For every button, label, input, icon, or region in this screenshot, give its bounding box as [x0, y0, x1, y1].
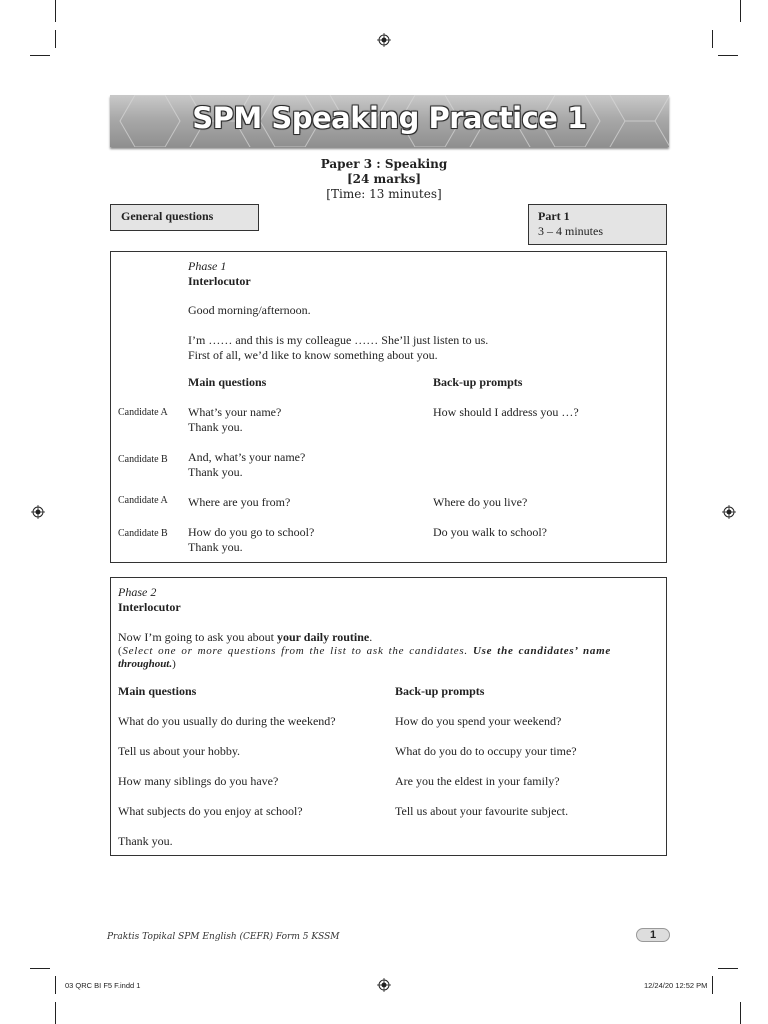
main-question: What subjects do you enjoy at school? — [118, 804, 303, 818]
main-question: How many siblings do you have? — [118, 774, 279, 788]
crop-mark — [712, 30, 713, 48]
instruction-text: Select one or more questions from the list to ask the candidates. — [122, 645, 468, 657]
crop-mark — [55, 30, 56, 48]
candidate-label: Candidate A — [118, 407, 168, 418]
crop-mark — [712, 976, 713, 994]
phase2-label: Phase 2 — [118, 585, 157, 599]
main-question: Where are you from? — [188, 495, 291, 509]
backup-prompt: What do you do to occupy your time? — [395, 744, 577, 758]
phase1-intro2: First of all, we’d like to know something about you. — [188, 348, 438, 362]
crop-mark — [718, 968, 738, 969]
date-slug: 12/24/20 12:52 PM — [644, 981, 708, 990]
page-number: 1 — [636, 928, 670, 942]
main-question: And, what’s your name? — [188, 450, 306, 464]
title-banner — [110, 95, 669, 147]
main-question-followup: Thank you. — [188, 540, 243, 554]
instruction-paren-close: ) — [172, 658, 176, 670]
main-question: What’s your name? — [188, 405, 282, 419]
candidate-label: Candidate B — [118, 454, 168, 465]
phase1-intro1: I’m …… and this is my colleague …… She’ll just listen to us. — [188, 333, 489, 347]
phase1-col-backup: Back-up prompts — [433, 375, 523, 389]
crop-mark — [30, 55, 50, 56]
part-box — [528, 204, 667, 245]
crop-mark — [30, 968, 50, 969]
backup-prompt: Do you walk to school? — [433, 525, 547, 539]
crop-mark — [718, 55, 738, 56]
paper-time: [Time: 13 minutes] — [326, 187, 442, 201]
phase2-topic: your daily routine — [276, 630, 370, 644]
backup-prompt: How do you spend your weekend? — [395, 714, 562, 728]
main-question: What do you usually do during the weekend? — [118, 714, 336, 728]
book-title: Praktis Topikal SPM English (CEFR) Form 5 KSSM — [107, 932, 340, 942]
phase2-instruction — [118, 644, 661, 659]
general-questions-box — [110, 204, 259, 231]
instruction-emphasis-end: throughout. — [118, 658, 173, 670]
phase2-col-main: Main questions — [118, 684, 197, 698]
phase2-lead-text: Now I’m going to ask you about — [118, 630, 277, 644]
part-label: Part 1 — [538, 209, 570, 223]
candidate-label: Candidate A — [118, 495, 168, 506]
main-question-followup: Thank you. — [188, 465, 243, 479]
registration-mark-icon — [722, 505, 736, 519]
crop-mark — [55, 0, 56, 22]
paper-marks: [24 marks] — [346, 172, 422, 186]
backup-prompt: Where do you live? — [433, 495, 528, 509]
part-duration: 3 – 4 minutes — [538, 224, 603, 238]
phase2-role: Interlocutor — [118, 600, 181, 614]
phase2-closing: Thank you. — [118, 834, 173, 848]
general-questions-label: General questions — [121, 209, 214, 223]
phase2-instruction-line2 — [118, 657, 176, 672]
registration-mark-icon — [377, 33, 391, 47]
file-slug: 03 QRC BI F5 F.indd 1 — [65, 981, 141, 990]
main-question: How do you go to school? — [188, 525, 315, 539]
phase1-greeting: Good morning/afternoon. — [188, 303, 311, 317]
backup-prompt: How should I address you …? — [433, 405, 579, 419]
main-question-followup: Thank you. — [188, 420, 243, 434]
phase1-label: Phase 1 — [188, 259, 227, 273]
paper-title: Paper 3 : Speaking — [320, 157, 448, 171]
instruction-emphasis: Use the candidates’ name — [472, 645, 612, 657]
crop-mark — [740, 0, 741, 22]
crop-mark — [55, 1002, 56, 1024]
phase1-col-main: Main questions — [188, 375, 267, 389]
backup-prompt: Tell us about your favourite subject. — [395, 804, 569, 818]
page-title: SPM Speaking Practice 1 — [192, 101, 587, 135]
registration-mark-icon — [31, 505, 45, 519]
phase2-lead — [118, 630, 372, 645]
main-question: Tell us about your hobby. — [118, 744, 241, 758]
phase2-lead-end: . — [369, 630, 373, 644]
backup-prompt: Are you the eldest in your family? — [395, 774, 560, 788]
phase1-role: Interlocutor — [188, 274, 251, 288]
instruction-paren: ( — [118, 645, 123, 657]
crop-mark — [740, 1002, 741, 1024]
phase2-col-backup: Back-up prompts — [395, 684, 485, 698]
crop-mark — [55, 976, 56, 994]
registration-mark-icon — [377, 978, 391, 992]
candidate-label: Candidate B — [118, 528, 168, 539]
